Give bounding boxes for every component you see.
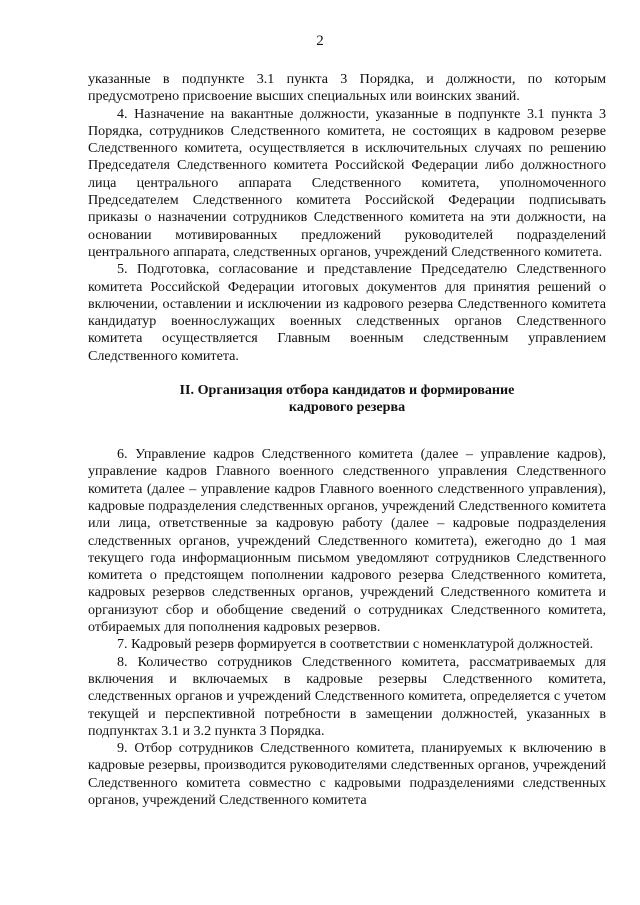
section-heading-line-2: кадрового резерва xyxy=(288,399,406,416)
paragraph-5: 5. Подготовка, согласование и представление Председателю Следственного комитета Российской Федерации итоговых документов для принятия решений о включении, оставлении и исключении из кадрового резерва Следственного комитета кандидатур военнослужащих военных следственных органов Следственного комитета осуществляется Главным военным следственным управлением Следственного комитета. xyxy=(88,261,606,364)
paragraph-continuation: указанные в подпункте 3.1 пункта 3 Порядка, и должности, по которым предусмотрено присвоение высших специальных или воинских званий. xyxy=(88,71,606,105)
paragraph-8: 8. Количество сотрудников Следственного комитета, рассматриваемых для включения и включаемых в кадровые резервы Следственного комитета, следственных органов и учреждений Следственного комитета, определяется с учетом текущей и перспективной потребности в замещении должностей, указанных в подпунктах 3.1 и 3.2 пункта 3 Порядка. xyxy=(88,653,606,739)
section-heading xyxy=(88,382,606,416)
paragraph-6: 6. Управление кадров Следственного комитета (далее – управление кадров), управление кадров Главного военного следственного управления Следственного комитета (далее – управление кадров Главного военного следственного управления), кадровые подразделения следственных органов, учреждений Следственного комитета или лица, ответственные за кадровую работу (далее – кадровые подразделения следственных органов, учреждений Следственного комитета), ежегодно до 1 мая текущего года информационным письмом уведомляют сотрудников Следственного комитета о предстоящем пополнении кадрового резерва Следственного комитета, кадровых резервов следственных органов, учреждений Следственного комитета и организуют сбор и обобщение сведений о сотрудниках Следственного комитета, отбираемых для пополнения кадровых резервов. xyxy=(88,446,606,636)
paragraph-9: 9. Отбор сотрудников Следственного комитета, планируемых к включению в кадровые резервы, производится руководителями следственных органов, учреждений Следственного комитета совместно с кадровыми подразделениями следственных органов, учреждений Следственного комитета xyxy=(88,740,606,808)
paragraph-7: 7. Кадровый резерв формируется в соответствии с номенклатурой должностей. xyxy=(117,636,594,653)
document-body xyxy=(88,71,606,809)
section-heading-line-1: II. Организация отбора кандидатов и формирование xyxy=(179,382,515,399)
page-number: 2 xyxy=(316,33,324,49)
paragraph-4: 4. Назначение на вакантные должности, указанные в подпункте 3.1 пункта 3 Порядка, сотрудников Следственного комитета, не состоящих в кадровом резерве Следственного комитета, осуществляется в исключительных случаях по решению Председателя Следственного комитета Российской Федерации либо должностного лица центрального аппарата Следственного комитета, уполномоченного Председателем Следственного комитета Российской Федерации подписывать приказы о назначении сотрудников Следственного комитета на эти должности, на основании мотивированных предложений руководителей подразделений центрального аппарата, следственных органов, учреждений Следственного комитета. xyxy=(88,105,606,260)
